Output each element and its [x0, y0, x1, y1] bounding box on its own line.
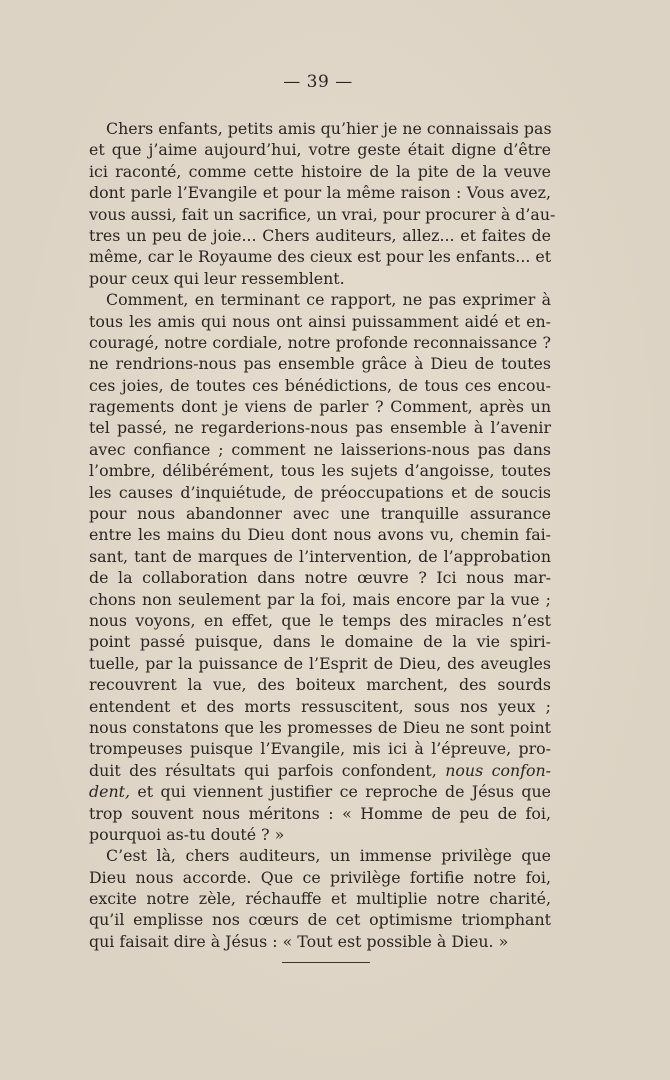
text-line: sant, tant de marques de l’intervention, de l’approbation [89, 546, 551, 566]
line-text: et qui viennent justifier ce reproche de Jésus que [130, 782, 551, 802]
text-line: chons non seulement par la foi, mais encore par la vue ; [89, 589, 551, 609]
text-line: couragé, notre cordiale, notre profonde reconnaissance ? [89, 332, 551, 352]
text-line: tous les amis qui nous ont ainsi puissamment aidé et en- [89, 311, 551, 331]
text-line: excite notre zèle, réchauffe et multiplie notre charité, [89, 889, 551, 909]
text-line: ici raconté, comme cette histoire de la pite de la veuve [89, 161, 551, 181]
text-line: vous aussi, fait un sacrifice, un vrai, pour procurer à d’au- [89, 204, 556, 224]
text-line: recouvrent la vue, des boiteux marchent, des sourds [89, 675, 551, 695]
text-line: pourquoi as-tu douté ? » [89, 824, 285, 844]
text-line: nous voyons, en effet, que le temps des miracles n’est [89, 610, 551, 630]
text-line: entre les mains du Dieu dont nous avons vu, chemin fai- [89, 525, 551, 545]
italic-text: nous confon- [445, 760, 552, 780]
text-line: Comment, en terminant ce rapport, ne pas exprimer à [106, 290, 551, 310]
text-line: entendent et des morts ressuscitent, sous nos yeux ; [89, 696, 551, 716]
text-line: et que j’aime aujourd’hui, votre geste était digne d’être [89, 140, 551, 160]
text-line: Dieu nous accorde. Que ce privilège fortifie notre foi, [89, 867, 551, 887]
line-text: duit des résultats qui parfois confondent, [89, 760, 446, 780]
text-line: qu’il emplisse nos cœurs de cet optimisme triomphant [89, 910, 551, 930]
text-line: C’est là, chers auditeurs, un immense privilège que [106, 846, 551, 866]
text-line: même, car le Royaume des cieux est pour les enfants... et [89, 247, 552, 267]
text-line: Chers enfants, petits amis qu’hier je ne connaissais pas [106, 119, 552, 138]
text-line: nous constatons que les promesses de Dieu ne sont point [89, 717, 551, 737]
end-rule [282, 962, 370, 963]
text-line: point passé puisque, dans le domaine de la vie spiri- [89, 632, 551, 652]
text-line: pour ceux qui leur ressemblent. [89, 268, 345, 288]
text-line: de la collaboration dans notre œuvre ? Ici nous mar- [89, 568, 551, 588]
text-line: ces joies, de toutes ces bénédictions, de tous ces encou- [89, 375, 551, 395]
text-line [89, 781, 551, 802]
body-text [89, 118, 556, 952]
text-line: les causes d’inquiétude, de préoccupations et de soucis [89, 482, 551, 502]
text-line: ragements dont je viens de parler ? Comment, après un [89, 397, 551, 417]
text-line: trompeuses puisque l’Evangile, mis ici à l’épreuve, pro- [89, 739, 551, 759]
page-number: — 39 — [283, 72, 353, 92]
text-line: tel passé, ne regarderions-nous pas ensemble à l’avenir [89, 418, 551, 438]
italic-text: dent, [89, 782, 131, 802]
text-line: tres un peu de joie... Chers auditeurs, allez... et faites de [89, 225, 551, 245]
text-line [89, 760, 551, 781]
text-line: dont parle l’Evangile et pour la même raison : Vous avez, [89, 183, 551, 203]
text-line: pour nous abandonner avec une tranquille assurance [89, 504, 551, 524]
text-line: tuelle, par la puissance de l’Esprit de Dieu, des aveugles [89, 653, 551, 673]
text-line: trop souvent nous méritons : « Homme de peu de foi, [89, 803, 551, 823]
text-line: avec confiance ; comment ne laisserions-nous pas dans [89, 439, 551, 459]
text-line: qui faisait dire à Jésus : « Tout est possible à Dieu. » [89, 931, 509, 951]
text-line: ne rendrions-nous pas ensemble grâce à Dieu de toutes [89, 354, 551, 374]
text-line: l’ombre, délibérément, tous les sujets d’angoisse, toutes [89, 461, 551, 481]
